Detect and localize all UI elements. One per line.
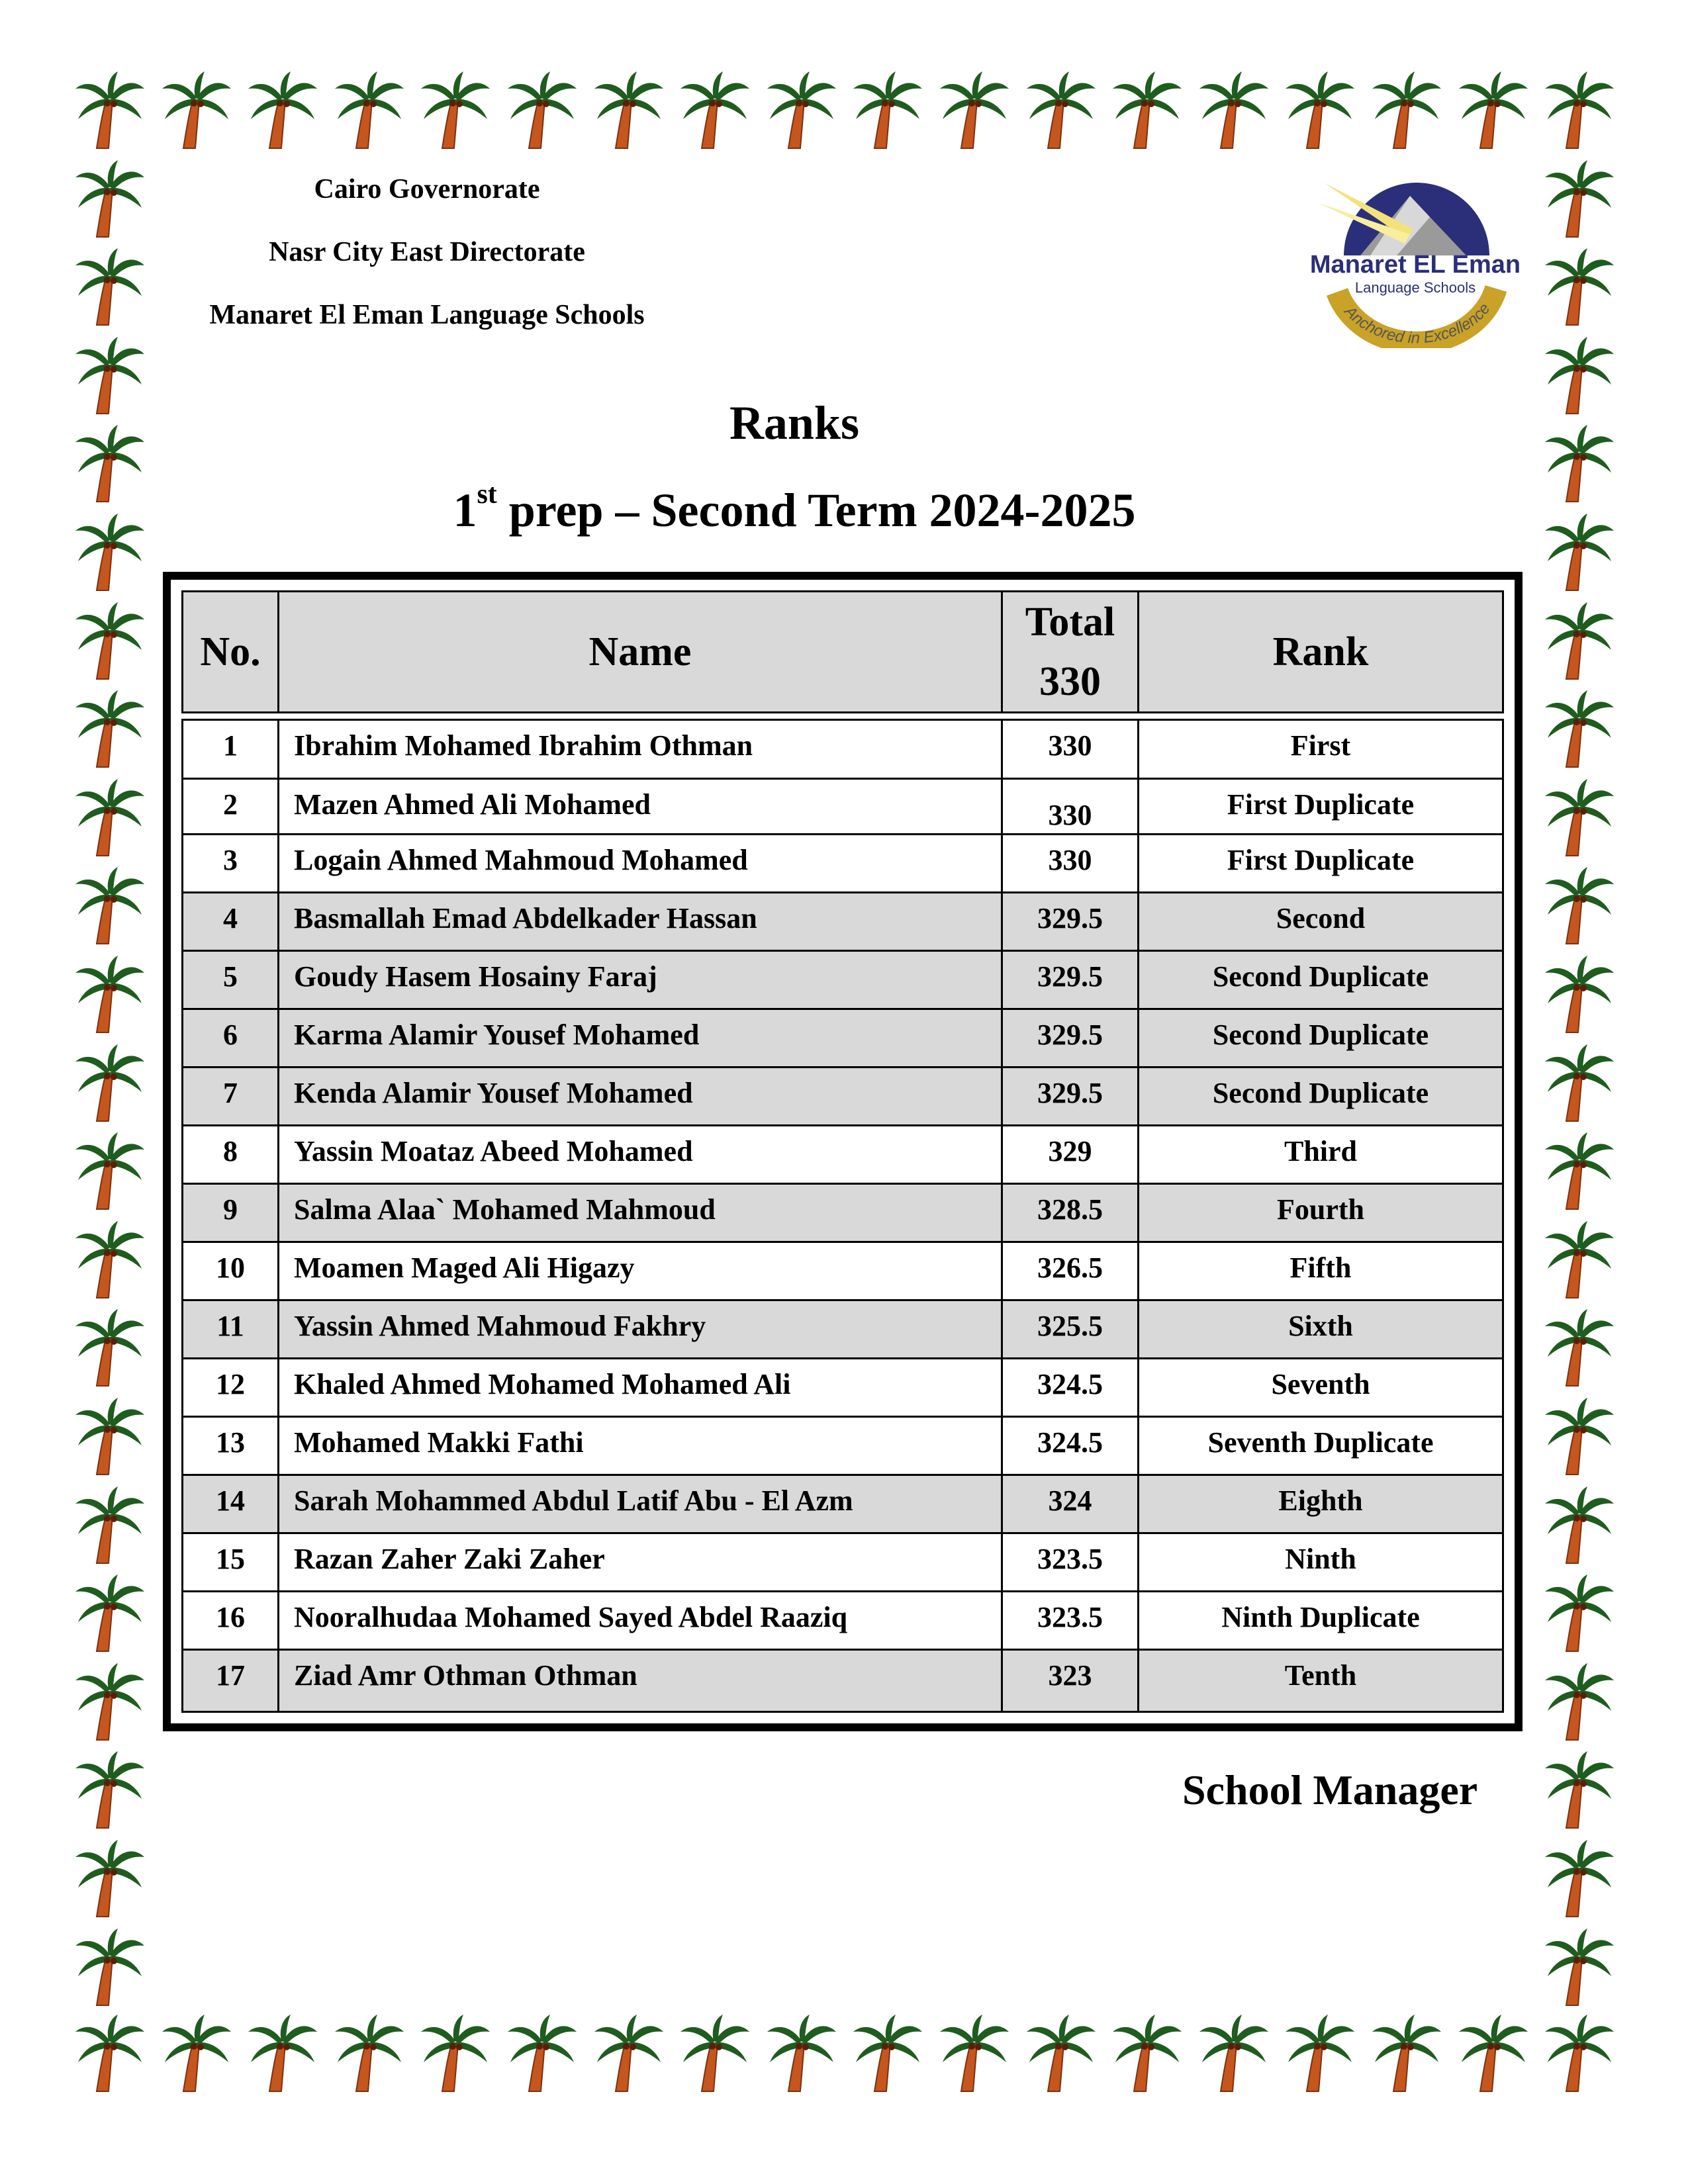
palm-tree-icon [1456,69,1530,151]
palm-tree-icon [851,2012,925,2094]
palm-tree-icon [73,422,147,504]
palm-tree-icon [937,69,1011,151]
row-rank: Second Duplicate [1137,1010,1502,1066]
header-rank: Rank [1137,592,1502,711]
row-number: 3 [223,844,238,876]
palm-tree-icon [1110,2012,1184,2094]
row-total: 323.5 [1001,1534,1137,1590]
palm-tree-icon [1024,2012,1098,2094]
palm-tree-icon [73,511,147,593]
palm-tree-icon [1542,246,1617,328]
palm-tree-icon [73,2012,147,2094]
header-name: Name [277,592,1001,711]
table-row [181,1068,1504,1126]
logo-motto: Anchored in Excellence [1340,299,1494,347]
palm-tree-icon [1283,2012,1357,2094]
table-row [181,893,1504,952]
table-row [181,835,1504,893]
palm-tree-icon [1197,69,1271,151]
palm-tree-icon [73,1572,147,1654]
row-number: 5 [223,960,238,993]
row-number: 1 [223,729,238,762]
row-total: 330 [1001,721,1137,778]
row-number: 11 [216,1310,244,1342]
row-rank: Second [1137,893,1502,950]
palm-tree-icon [73,1661,147,1743]
palm-tree-icon [937,2012,1011,2094]
palm-tree-icon [505,69,579,151]
palm-tree-icon [73,1395,147,1477]
row-total: 323 [1001,1651,1137,1711]
palm-tree-icon [73,688,147,770]
row-total: 325.5 [1001,1301,1137,1357]
palm-tree-icon [505,2012,579,2094]
row-number: 13 [216,1426,245,1459]
table-row [181,1418,1504,1476]
palm-tree-icon [73,953,147,1035]
row-total: 328.5 [1001,1185,1137,1241]
row-rank: Seventh [1137,1359,1502,1416]
palm-tree-icon [1370,2012,1444,2094]
palm-tree-icon [1542,1218,1617,1300]
palm-tree-icon [592,2012,666,2094]
row-total: 326.5 [1001,1243,1137,1299]
row-rank: Second Duplicate [1137,952,1502,1008]
palm-tree-icon [73,1484,147,1566]
row-name: Goudy Hasem Hosainy Faraj [277,952,1001,1008]
palm-tree-icon [1542,688,1617,770]
palm-tree-icon [73,864,147,946]
palm-tree-icon [1542,1572,1617,1654]
row-number: 8 [223,1135,238,1167]
palm-tree-icon [1542,1926,1617,2008]
palm-tree-icon [73,246,147,328]
palm-tree-icon [1110,69,1184,151]
row-rank: Sixth [1137,1301,1502,1357]
palm-tree-icon [1542,158,1617,240]
palm-tree-icon [1024,69,1098,151]
row-total: 324.5 [1001,1418,1137,1474]
row-number: 7 [223,1077,238,1109]
palm-tree-icon [332,2012,406,2094]
row-number: 2 [223,788,238,821]
palm-tree-icon [1542,422,1617,504]
row-total: 329.5 [1001,893,1137,950]
palm-tree-icon [73,1042,147,1124]
table-row [181,1476,1504,1534]
row-number: 16 [216,1601,245,1633]
table-row [181,1126,1504,1185]
palm-tree-icon [678,69,752,151]
palm-tree-icon [1542,1306,1617,1388]
palm-tree-icon [1542,600,1617,682]
row-rank: Ninth Duplicate [1137,1592,1502,1649]
palm-tree-icon [1542,1042,1617,1124]
row-number: 15 [216,1543,245,1575]
palm-tree-icon [851,69,925,151]
row-rank: First Duplicate [1137,780,1502,833]
palm-tree-icon [418,69,492,151]
row-total: 329 [1001,1126,1137,1183]
table-row [181,780,1504,835]
palm-tree-icon [332,69,406,151]
palm-tree-icon [73,1306,147,1388]
palm-tree-icon [1456,2012,1530,2094]
row-name: Mohamed Makki Fathi [277,1418,1001,1474]
page-subtitle: 1st prep – Second Term 2024-2025 [453,479,1136,537]
row-total: 329.5 [1001,1068,1137,1124]
palm-tree-icon [73,1837,147,1919]
row-total: 324 [1001,1476,1137,1532]
palm-tree-icon [765,69,839,151]
row-name: Logain Ahmed Mahmoud Mohamed [277,835,1001,891]
logo-name: Manaret EL Eman [1309,251,1521,279]
palm-tree-icon [1283,69,1357,151]
palm-tree-icon [73,1749,147,1831]
palm-tree-icon [592,69,666,151]
row-name: Yassin Moataz Abeed Mohamed [277,1126,1001,1183]
palm-tree-icon [246,69,320,151]
palm-tree-icon [1542,511,1617,593]
row-total: 330 [1001,835,1137,891]
row-name: Moamen Maged Ali Higazy [277,1243,1001,1299]
palm-tree-icon [73,600,147,682]
row-name: Ziad Amr Othman Othman [277,1651,1001,1711]
palm-tree-icon [73,158,147,240]
palm-tree-icon [73,1218,147,1300]
palm-tree-icon [418,2012,492,2094]
palm-tree-icon [160,69,234,151]
palm-tree-icon [1370,69,1444,151]
row-name: Salma Alaa` Mohamed Mahmoud [277,1185,1001,1241]
row-number: 10 [216,1251,245,1284]
palm-tree-icon [1542,334,1617,416]
palm-tree-icon [1197,2012,1271,2094]
row-number: 6 [223,1019,238,1051]
palm-tree-icon [160,2012,234,2094]
row-name: Basmallah Emad Abdelkader Hassan [277,893,1001,950]
palm-tree-icon [1542,1749,1617,1831]
palm-tree-icon [765,2012,839,2094]
palm-tree-icon [1542,1395,1617,1477]
row-rank: Ninth [1137,1534,1502,1590]
palm-tree-icon [1542,1661,1617,1743]
row-total: 323.5 [1001,1592,1137,1649]
table-row [181,719,1504,780]
palm-tree-icon [1542,1130,1617,1212]
row-name: Mazen Ahmed Ali Mohamed [277,780,1001,833]
table-row [181,952,1504,1010]
palm-tree-icon [73,776,147,858]
table-row [181,1534,1504,1592]
palm-tree-icon [73,1926,147,2008]
table-row [181,1010,1504,1068]
palm-tree-icon [1542,1484,1617,1566]
palm-tree-icon [1542,1837,1617,1919]
row-rank: Third [1137,1126,1502,1183]
row-rank: First Duplicate [1137,835,1502,891]
palm-tree-icon [1542,2012,1617,2094]
school-name-line: Manaret El Eman Language Schools [209,300,645,330]
row-name: Khaled Ahmed Mohamed Mohamed Ali [277,1359,1001,1416]
row-rank: Fifth [1137,1243,1502,1299]
palm-tree-icon [246,2012,320,2094]
row-number: 17 [216,1659,245,1692]
directorate-line: Nasr City East Directorate [269,237,585,267]
row-rank: Tenth [1137,1651,1502,1711]
table-row [181,1243,1504,1301]
row-number: 4 [223,902,238,934]
row-rank: Fourth [1137,1185,1502,1241]
logo-subtitle: Language Schools [1354,279,1476,296]
table-row [181,1185,1504,1243]
school-logo [1297,156,1533,348]
palm-tree-icon [1542,953,1617,1035]
row-total: 324.5 [1001,1359,1137,1416]
row-rank: Seventh Duplicate [1137,1418,1502,1474]
row-name: Karma Alamir Yousef Mohamed [277,1010,1001,1066]
palm-tree-icon [1542,864,1617,946]
table-row [181,1359,1504,1418]
table-header-row [181,590,1504,713]
row-name: Kenda Alamir Yousef Mohamed [277,1068,1001,1124]
header-total: Total 330 [1001,592,1137,711]
row-number: 14 [216,1484,245,1517]
page-title: Ranks [729,396,860,449]
row-rank: Eighth [1137,1476,1502,1532]
row-total: 329.5 [1001,1010,1137,1066]
palm-tree-icon [73,1130,147,1212]
row-name: Sarah Mohammed Abdul Latif Abu - El Azm [277,1476,1001,1532]
table-row [181,1651,1504,1713]
ranks-table [163,572,1523,1731]
palm-tree-icon [1542,776,1617,858]
palm-tree-icon [1542,69,1617,151]
row-rank: Second Duplicate [1137,1068,1502,1124]
row-number: 12 [216,1368,245,1400]
row-total: 329.5 [1001,952,1137,1008]
governorate-line: Cairo Governorate [314,174,540,205]
row-name: Nooralhudaa Mohamed Sayed Abdel Raaziq [277,1592,1001,1649]
row-rank: First [1137,721,1502,778]
row-number: 9 [223,1193,238,1226]
row-name: Ibrahim Mohamed Ibrahim Othman [277,721,1001,778]
palm-tree-icon [73,334,147,416]
signature-label: School Manager [1182,1766,1478,1813]
palm-tree-icon [678,2012,752,2094]
table-row [181,1592,1504,1651]
row-name: Yassin Ahmed Mahmoud Fakhry [277,1301,1001,1357]
table-row [181,1301,1504,1359]
header-no: No. [200,629,261,674]
row-name: Razan Zaher Zaki Zaher [277,1534,1001,1590]
row-total: 330 [1001,780,1137,833]
palm-tree-icon [73,69,147,151]
